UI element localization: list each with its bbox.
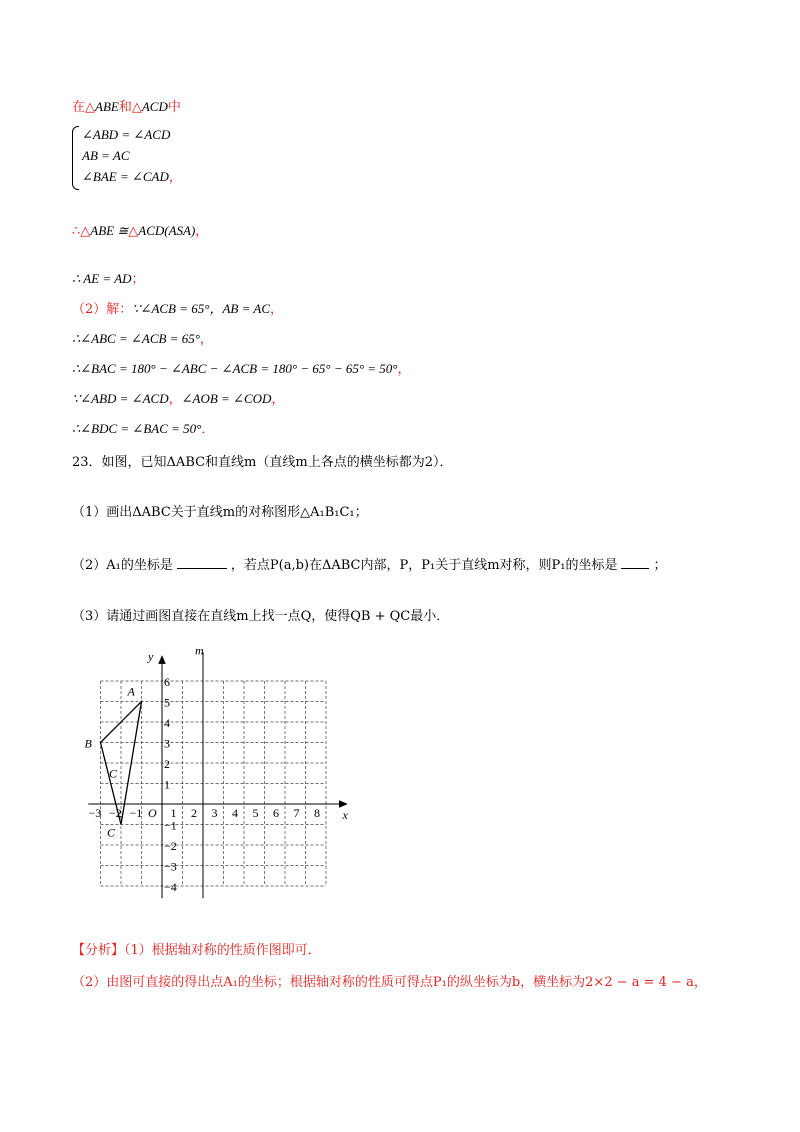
x-tick-label: O: [148, 806, 157, 820]
y-tick-label: 4: [164, 716, 170, 730]
y-tick-label: 3: [164, 736, 170, 751]
part2-line5: ∴∠BDC = ∠BAC = 50°．: [72, 421, 215, 437]
y-tick-label: −1: [164, 818, 177, 833]
analysis-line1: 【分析】（1）根据轴对称的性质作图即可．: [72, 943, 321, 958]
x-tick-label: −3: [88, 806, 102, 820]
line-m-label: m: [195, 643, 204, 658]
part2-line3: ∴∠BAC = 180° − ∠ABC − ∠ACB = 180° − 65° − 65° = 50°，: [72, 361, 411, 377]
x-axis-label: x: [342, 808, 348, 822]
x-tick-label: 7: [293, 806, 300, 820]
x-tick-label: 8: [314, 806, 320, 820]
system-brace: [72, 126, 79, 190]
condition-1: ∠ABD = ∠ACD: [82, 127, 171, 142]
y-tick-label: 5: [164, 695, 170, 710]
x-tick-label: 1: [170, 806, 177, 820]
y-axis-label: y: [148, 649, 154, 664]
x-tick-label: 4: [232, 806, 238, 820]
x-tick-label: 5: [252, 806, 259, 820]
part2-line1: （2）解：∵∠ACB = 65°，AB = AC，: [72, 301, 284, 317]
y-tick-label: −2: [164, 839, 177, 853]
x-tick-label: −2: [109, 806, 122, 820]
y-tick-label: 2: [164, 757, 170, 771]
answer-blank-p1[interactable]: [621, 556, 649, 569]
point-c-label: C: [109, 766, 118, 781]
y-tick-label: −3: [164, 859, 177, 874]
point-b-label: B: [84, 736, 92, 751]
x-tick-label: 2: [191, 806, 197, 820]
y-axis-arrow: [159, 656, 165, 663]
condition-2: AB = AC: [82, 148, 130, 163]
question-23-part3: （3）请通过画图直接在直线m上找一点Q，使得QB + QC最小．: [72, 609, 450, 624]
question-23-part2: （2）A₁的坐标是 ，若点P(a,b)在ΔABC内部，P，P₁关于直线m对称，则P₁的坐标是 ；: [72, 558, 667, 573]
y-tick-label: 1: [164, 777, 170, 792]
x-tick-label: 3: [211, 806, 218, 820]
part2-line4: ∵∠ABD = ∠ACD，∠AOB = ∠COD，: [72, 391, 285, 407]
x-axis-arrow: [340, 801, 347, 807]
question-23-stem: 23．如图，已知ΔABC和直线m（直线m上各点的横坐标都为2）．: [72, 455, 453, 470]
congruence-statement: ∴△ABE ≅△ACD(ASA)，: [72, 223, 209, 239]
x-tick-label: 6: [273, 806, 279, 820]
point-a-label: A: [127, 684, 135, 699]
answer-blank-a1[interactable]: [177, 556, 227, 569]
conclusion-ae-ad: ∴ AE = AD；: [72, 271, 145, 287]
proof-intro: 在△ABE和△ACD中: [72, 99, 181, 115]
x-tick-label: −1: [129, 806, 143, 820]
part2-line2: ∴∠ABC = ∠ACB = 65°，: [72, 331, 213, 347]
question-23-part1: （1）画出ΔABC关于直线m的对称图形△A₁B₁C₁；: [72, 505, 368, 520]
point-c-lower-label: C: [107, 825, 116, 840]
y-tick-label: −4: [164, 880, 177, 894]
coordinate-grid-figure: [60, 640, 360, 910]
condition-3: ∠BAE = ∠CAD，: [82, 169, 182, 185]
analysis-line2: （2）由图可直接的得出点A₁的坐标；根据轴对称的性质可得点P₁的纵坐标为b，横坐标为2×2 − a = 4 − a，: [72, 975, 707, 990]
dashed-grid: [101, 681, 327, 886]
y-tick-label: 6: [164, 675, 170, 689]
